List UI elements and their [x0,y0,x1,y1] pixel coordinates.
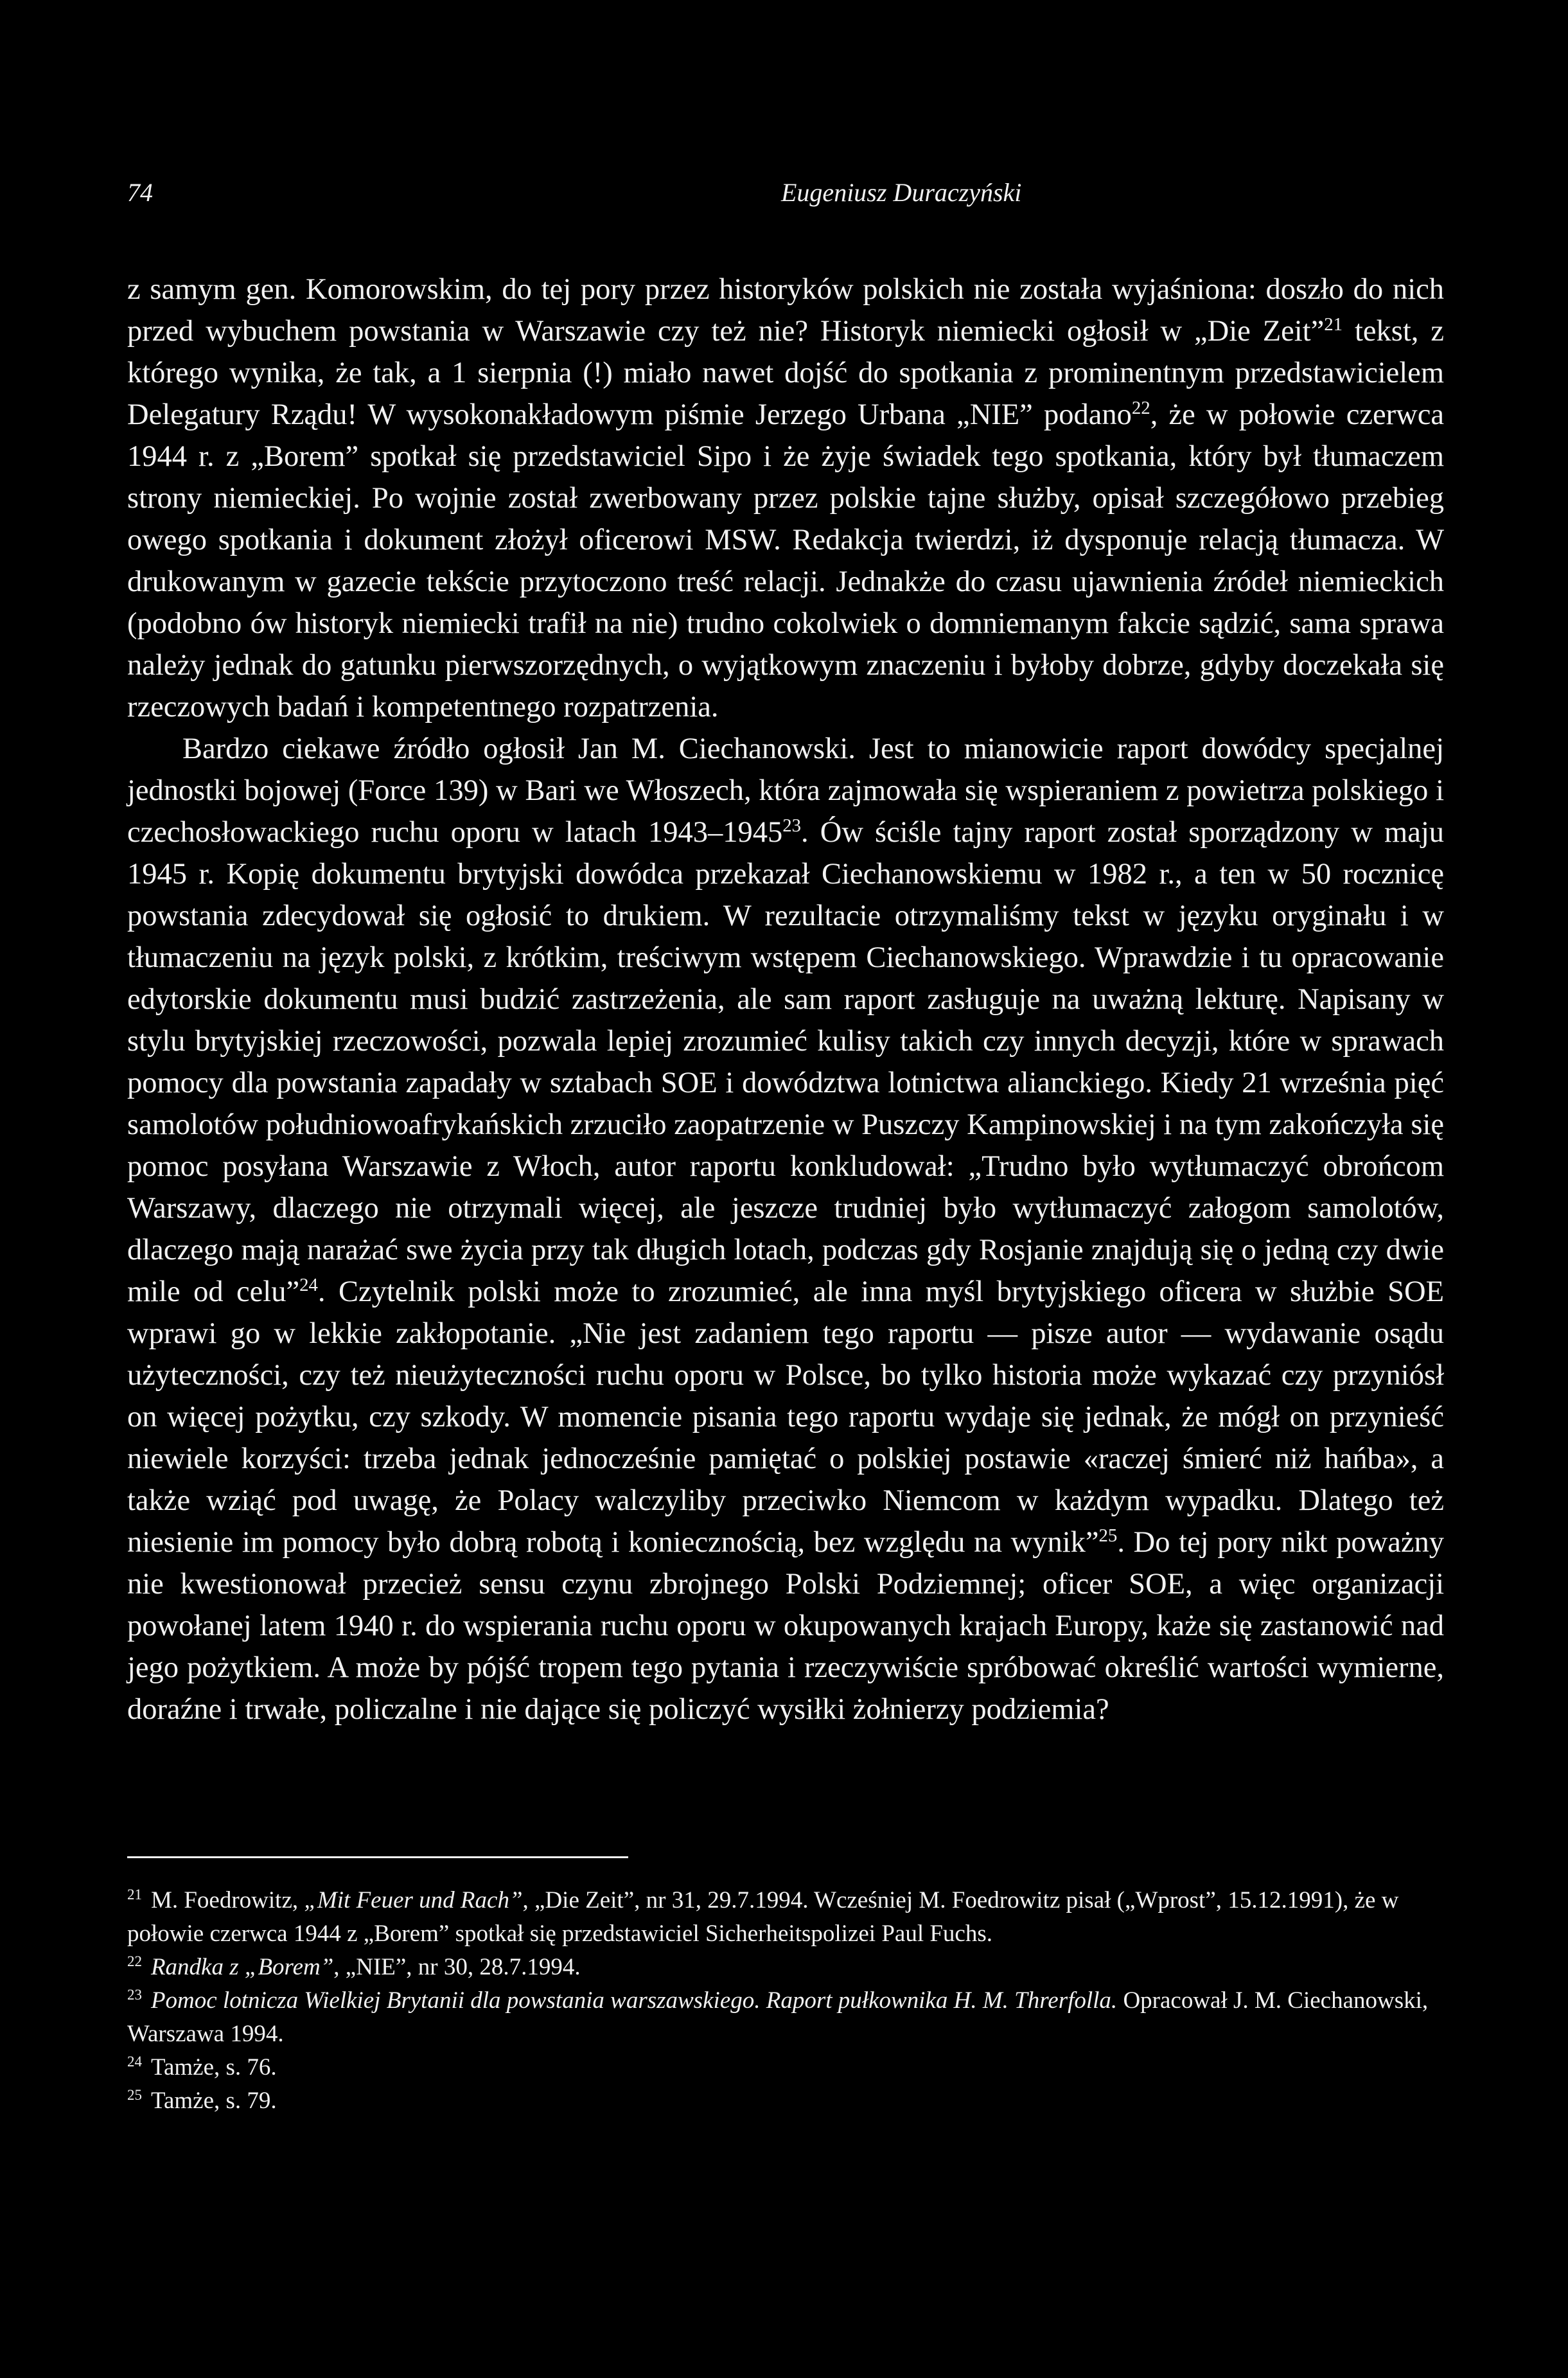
footnote-ref-24: 24 [299,1275,318,1296]
footnote-23: $^{23}$ Pomoc lotnicza Wielkiej Brytanii dla powstania warszawskiego. Raport pułkownika H. M. Threrfolla. Opracował J. M. Ciechanowski, Warszawa 1994. [127,1987,1429,2047]
footnote-text: M. Foedrowitz, [150,1887,304,1913]
footnotes [127,1884,1444,2118]
footnote-title: Randka z „Borem” [150,1954,334,1980]
footnote-25: $^{25}$ Tamże, s. 79. [127,2087,277,2114]
footnote-text: Tamże, s. 76. [150,2054,277,2081]
paragraph-1 [127,269,1444,728]
footnote-24: $^{24}$ Tamże, s. 76. [127,2054,277,2081]
text-run: . Ów ściśle tajny raport został sporządzony w maju 1945 r. Kopię dokumentu brytyjski dowódca przekazał Ciechanowskiemu w 1982 r., a ten w 50 rocznicę powstania zdecydował się ogłosić to drukiem. W rezultacie otrzymaliśmy tekst w języku oryginału i w tłumaczeniu na język polski, z krótkim, treściwym wstępem Ciechanowskiego. Wprawdzie i tu opracowanie edytorskie dokumentu musi budzić zastrzeżenia, ale sam raport zasługuje na uważną lekturę. Napisany w stylu brytyjskiej rzeczowości, pozwala lepiej zrozumieć kulisy takich czy innych decyzji, które w sprawach pomocy dla powstania zapadały w sztabach SOE i dowództwa lotnictwa alianckiego. Kiedy 21 września pięć samolotów południowoafrykańskich zrzuciło zaopatrzenie w Puszczy Kampinowskiej i na tym zakończyła się pomoc posyłana Warszawie z Włoch, autor raportu konkludował: „Trudno było wytłumaczyć obrońcom Warszawy, dlaczego nie otrzymali więcej, ale jeszcze trudniej było wytłumaczyć załogom samolotów, dlaczego mają narażać swe życia przy tak długich lotach, podczas gdy Rosjanie znajdują się o jedną czy dwie mile od celu” [127,816,1445,1308]
text-run: z samym gen. Komorowskim, do tej pory przez historyków polskich nie została wyjaśniona: doszło do nich przed wybuchem powstania w Warszawie czy też nie? Historyk niemiecki ogłosił w „Die Zeit” [127,273,1444,348]
text-run: . Czytelnik polski może to zrozumieć, ale inna myśl brytyjskiego oficera w służbie SOE wprawi go w lekkie zakłopotanie. „Nie jest zadaniem tego raportu — pisze autor — wydawanie osądu użyteczności, czy też nieużyteczności ruchu oporu w Polsce, bo tylko historia może wykazać czy przyniósł on więcej pożytku, czy szkody. W momencie pisania tego raportu wydaje się jednak, że mógł on przynieść niewiele korzyści: trzeba jednak jednocześnie pamiętać o polskiej postawie «raczej śmierć niż hańba», a także wziąć pod uwagę, że Polacy walczyliby przeciwko Niemcom w każdym wypadku. Dlatego też niesienie im pomocy było dobrą robotą i koniecznością, bez względu na wynik” [127,1275,1445,1559]
text-run: . Do tej pory nikt poważny nie kwestionował przecież sensu czynu zbrojnego Polski Podziemnej; oficer SOE, a więc organizacji powołanej latem 1940 r. do wspierania ruchu oporu w okupowanych krajach Europy, każe się zastanowić nad jego pożytkiem. A może by pójść tropem tego pytania i rzeczywiście spróbować określić wartości wymierne, doraźne i trwałe, policzalne i nie dające się policzyć wysiłki żołnierzy podziemia? [127,1526,1444,1726]
footnote-text: Tamże, s. 79. [150,2088,277,2114]
text-run: , że w połowie czerwca 1944 r. z „Borem” spotkał się przedstawiciel Sipo i że żyje świadek tego spotkania, który był tłumaczem strony niemieckiej. Po wojnie został zwerbowany przez polskie tajne służby, opisał szczegółowo przebieg owego spotkania i dokument złożył oficerowi MSW. Redakcja twierdzi, iż dysponuje relacją tłumacza. W drukowanym w gazecie tekście przytoczono treść relacji. Jednakże do czasu ujawnienia źródeł niemieckich (podobno ów historyk niemiecki trafił na nie) trudno cokolwiek o domniemanym fakcie sądzić, sama sprawa należy jednak do gatunku pierwszorzędnych, o wyjątkowym znaczeniu i byłoby dobrze, gdyby doczekała się rzeczowych badań i kompetentnego rozpatrzenia. [127,398,1444,723]
page-header [127,172,1412,213]
footnote-21: $^{21}$ M. Foedrowitz, „Mit Feuer und Rach”, „Die Zeit”, nr 31, 29.7.1994. Wcześniej M. Foedrowitz pisał („Wprost”, 15.12.1991), że w połowie czerwca 1944 z „Borem” spotkał się przedstawiciel Sicherheitspolizei Paul Fuchs. [127,1886,1399,1947]
footnote-title: Pomoc lotnicza Wielkiej Brytanii dla powstania warszawskiego. Raport pułkownika H. M. Threrfolla. [150,1987,1118,2014]
paragraph-2 [127,728,1444,1730]
footnote-ref-25: 25 [1098,1525,1118,1547]
footnote-ref-22: 22 [1131,398,1150,419]
main-text [127,269,1444,1730]
footnote-ref-21: 21 [1324,314,1343,335]
footnote-text: , „NIE”, nr 30, 28.7.1994. [333,1954,581,1980]
footnote-text: , „Die Zeit”, nr 31, 29.7.1994. Wcześniej M. Foedrowitz pisał („Wprost”, 15.12.1991), że w połowie czerwca 1944 z „Borem” spotkał się przedstawiciel Sicherheitspolizei Paul Fuchs. [127,1887,1399,1947]
running-head: Eugeniusz Duraczyński [781,178,1022,207]
page-number: 74 [127,178,153,207]
text-run: Bardzo ciekawe źródło ogłosił Jan M. Ciechanowski. Jest to mianowicie raport dowódcy specjalnej jednostki bojowej (Force 139) w Bari we Włoszech, która zajmowała się wspieraniem z powietrza polskiego i czechosłowackiego ruchu oporu w latach 1943–1945 [127,732,1444,849]
footnote-title: „Mit Feuer und Rach” [304,1887,523,1913]
footnote-ref-23: 23 [782,815,802,837]
footnote-text: Opracował J. M. Ciechanowski, Warszawa 1994. [127,1987,1429,2047]
footnote-separator [127,1856,628,1858]
text-run: tekst, z którego wynika, że tak, a 1 sierpnia (!) miało nawet dojść do spotkania z prominentnym przedstawicielem Delegatury Rządu! W wysokonakładowym piśmie Jerzego Urbana „NIE” podano [127,315,1444,431]
footnote-22: $^{22}$ Randka z „Borem”, „NIE”, nr 30, 28.7.1994. [127,1953,581,1980]
